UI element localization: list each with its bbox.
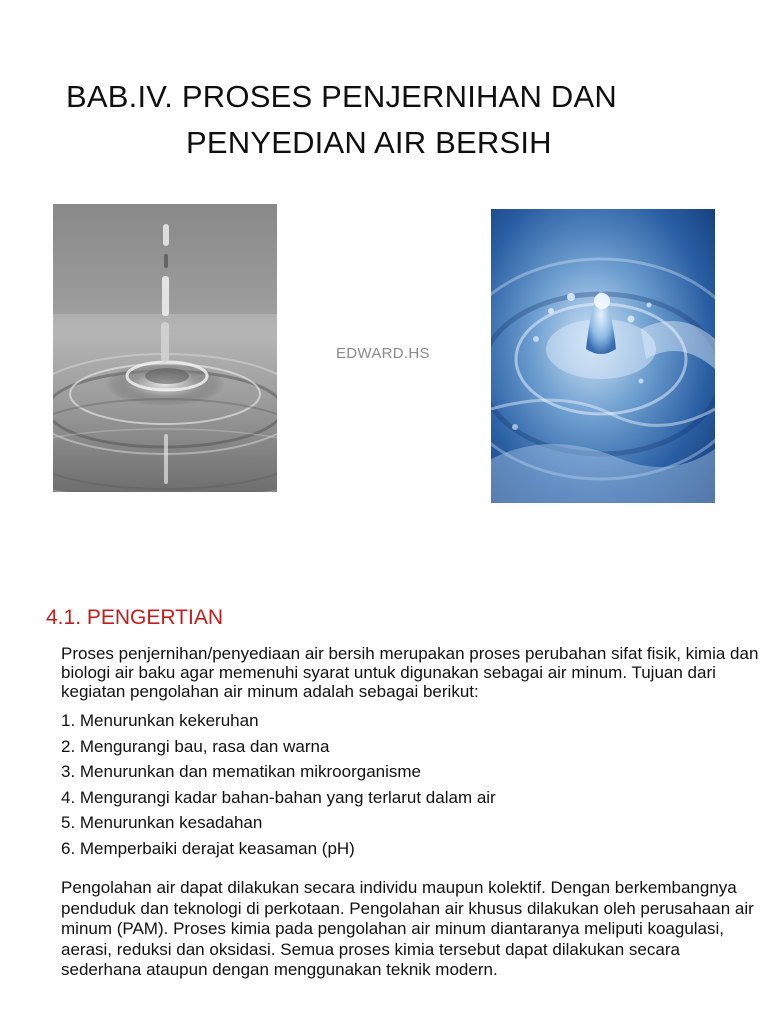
water-splash-gray-image (53, 204, 277, 492)
processing-paragraph: Pengolahan air dapat dilakukan secara individu maupun kolektif. Dengan berkembangnya penduduk dan teknologi di perkotaan. Pengolahan air khusus dilakukan oleh perusahaan air minum (PAM). Proses kimia pada pengolahan air minum diantaranya meliputi koagulasi, aerasi, reduksi dan oksidasi. Semua proses kimia tersebut dapat dilakukan secara sederhana ataupun dengan menggunakan teknik modern. (61, 878, 754, 979)
list-item: 6. Memperbaiki derajat keasaman (pH) (61, 838, 355, 858)
list-item: 4. Mengurangi kadar bahan-bahan yang terlarut dalam air (61, 787, 496, 807)
author-name: EDWARD.HS (336, 345, 430, 362)
water-splash-blue-image (491, 209, 715, 503)
water-splash-blue-graphic (491, 209, 715, 503)
section-heading: 4.1. PENGERTIAN (46, 606, 224, 629)
title-line-1: BAB.IV. PROSES PENJERNIHAN DAN (66, 79, 617, 114)
list-item: 1. Menurunkan kekeruhan (61, 711, 259, 730)
goals-list (61, 708, 761, 861)
list-item: 5. Menurunkan kesadahan (61, 813, 263, 832)
list-item: 3. Menurunkan dan mematikan mikroorganisme (61, 762, 422, 781)
page-title (0, 74, 768, 166)
section-body (61, 644, 761, 981)
list-item: 2. Mengurangi bau, rasa dan warna (61, 736, 330, 756)
title-line-2: PENYEDIAN AIR BERSIH (186, 125, 552, 160)
intro-paragraph: Proses penjernihan/penyediaan air bersih merupakan proses perubahan sifat fisik, kimia dan biologi air baku agar memenuhi syarat untuk digunakan sebagai air minum. Tujuan dari kegiatan pengolahan air minum adalah sebagai berikut: (61, 644, 759, 701)
water-splash-gray-graphic (53, 204, 277, 492)
